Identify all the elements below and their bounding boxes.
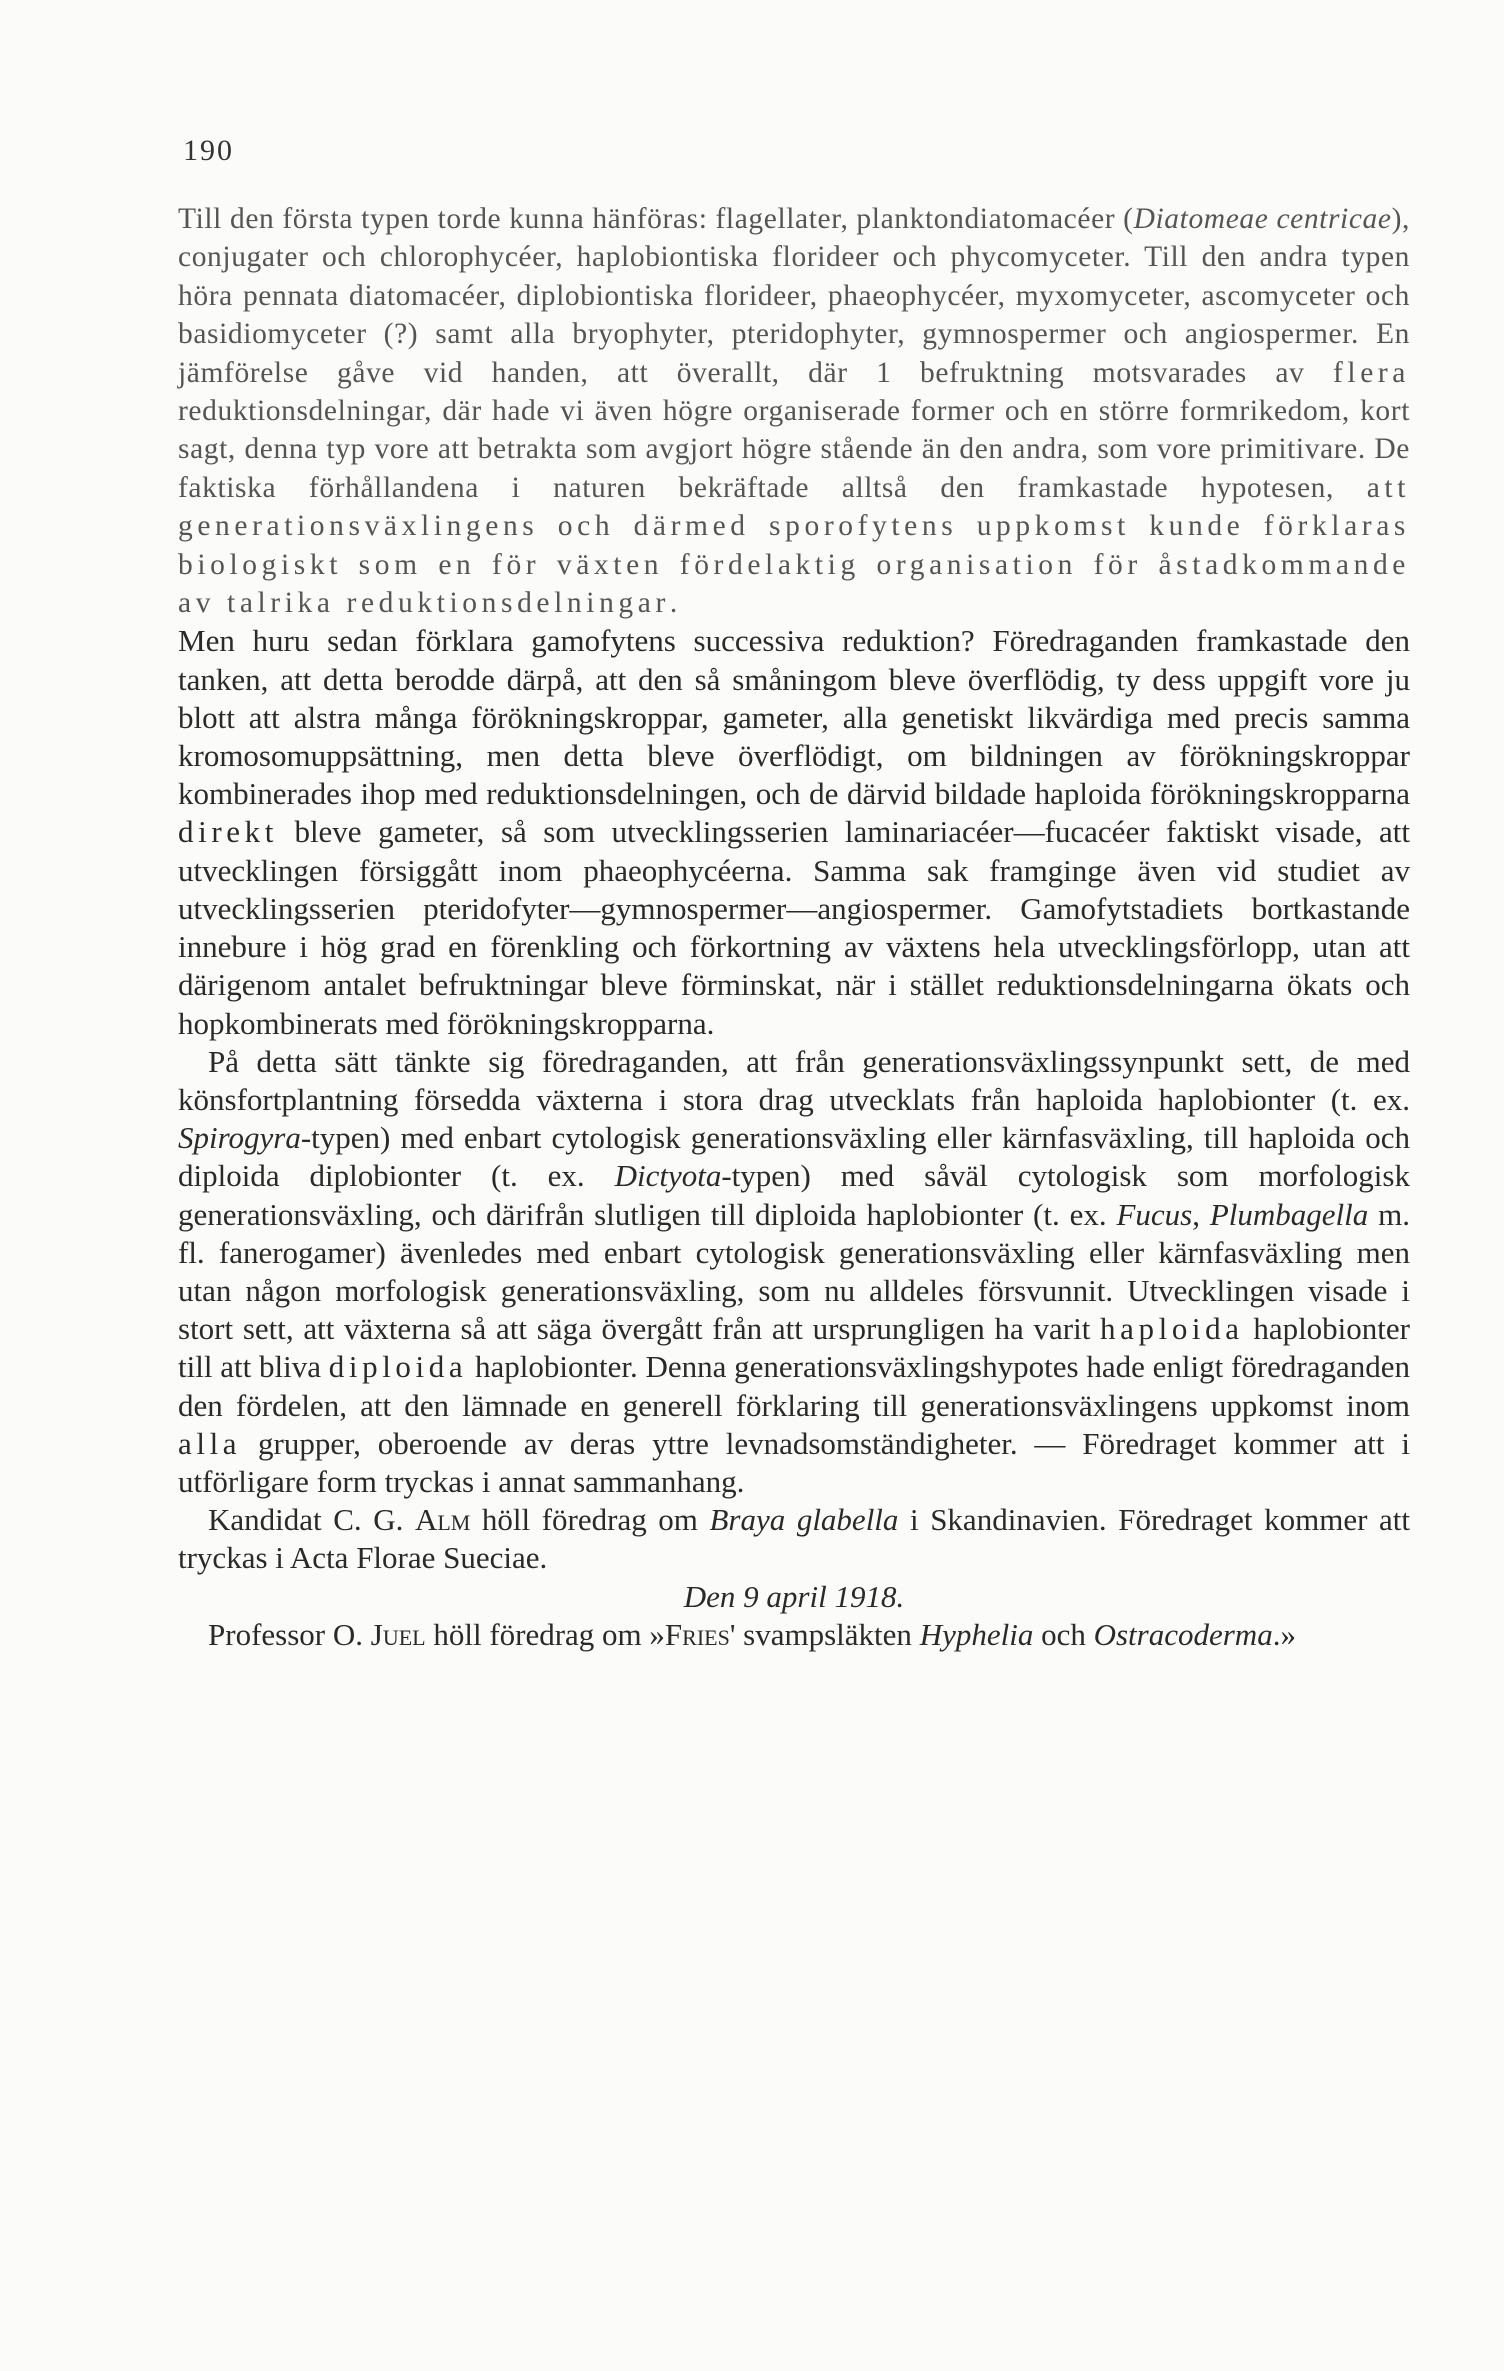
page-number: 190 bbox=[183, 134, 234, 167]
text-span: höll föredrag om » bbox=[425, 1616, 665, 1652]
author-name: Fries bbox=[664, 1616, 730, 1652]
paragraph-juel-lecture bbox=[178, 1616, 1410, 1654]
italic-taxon: Plumbagella bbox=[1209, 1196, 1369, 1232]
text-span: höll föredrag om bbox=[470, 1502, 710, 1538]
spaced-emphasis: flera bbox=[1332, 356, 1410, 389]
italic-taxon: Spirogyra bbox=[178, 1120, 301, 1156]
spaced-emphasis: att generationsväxlingens och därmed sporofytens uppkomst kunde förklaras biologiskt som en för växten fördelaktig organisation för åstadkommande av talrika reduktionsdelningar bbox=[178, 471, 1410, 620]
text-span: På detta sätt tänkte sig föredraganden, att från generationsväxlingssynpunkt sett, de med könsfortplantning försedda växterna i stora drag utvecklats från haploida haplobionter (t. ex. bbox=[178, 1043, 1410, 1117]
paragraph-alm-lecture bbox=[178, 1501, 1410, 1577]
text-span: Till den första typen torde kunna hänföras: flagellater, planktondiatomacéer ( bbox=[178, 203, 1134, 235]
text-span: reduktionsdelningar, där hade vi även högre organiserade former och en större formrikedom, kort sagt, denna typ vore att betrakta som avgjort högre stående än den andra, som vore primitivare. De faktiska förhållandena i naturen bekräftade alltså den framkastade hypotesen, bbox=[178, 395, 1410, 504]
paragraph-gamophyte-reduction bbox=[178, 622, 1410, 1042]
text-span: och bbox=[1033, 1616, 1094, 1652]
text-span: -typen) med enbart cytologisk generationsväxling eller kärnfasväxling, till haploida och diploida diplobionter (t. ex. bbox=[178, 1120, 1410, 1194]
paragraph-evolution-summary bbox=[178, 1043, 1410, 1501]
meeting-date: Den 9 april 1918. bbox=[683, 1578, 905, 1614]
spaced-emphasis: alla bbox=[178, 1425, 242, 1461]
text-span: ), conjugater och chlorophycéer, haplobiontiska florideer och phycomyceter. Till den andra typen höra pennata diatomacéer, diplobiontiska florideer, phaeophycéer, myxomyceter, ascomyceter och basidiomyceter (?) samt alla bryophyter, pteridophyter, gymnospermer och angiospermer. En jämförelse gåve vid handen, att överallt, där 1 befruktning motsvarades av bbox=[178, 203, 1410, 389]
text-span: .» bbox=[1272, 1616, 1296, 1652]
text-span: -typen) med såväl cytologisk som morfologisk generationsväxling, och därifrån slutligen till diploida haplobionter (t. ex. bbox=[178, 1158, 1410, 1232]
text-span: haplobionter. Denna generationsväxlingshypotes hade enligt föredraganden den fördelen, att den lämnade en generell förklaring till generationsväxlingens uppkomst inom bbox=[178, 1349, 1411, 1423]
text-span: bleve gameter, så som utvecklingsserien laminariacéer—fucacéer faktiskt visade, att utvecklingen försiggått inom phaeophycéerna. Samma sak framginge även vid studiet av utvecklingsserien pteridofyter—gymnospermer—angiospermer. Gamofytstadiets bortkastande innebure i hög grad en förenkling och förkortning av växtens hela utvecklingsförlopp, utan att därigenom antalet befruktningar bleve förminskat, när i stället reduktionsdelningarna ökats och hopkombinerats med förökningskropparna. bbox=[178, 814, 1410, 1041]
italic-taxon: Hyphelia bbox=[919, 1616, 1034, 1652]
italic-taxon: Fucus bbox=[1116, 1196, 1193, 1232]
body-text bbox=[178, 200, 1410, 1654]
text-span: , bbox=[1192, 1196, 1210, 1232]
text-span: haplobionter till att bliva bbox=[178, 1311, 1410, 1385]
italic-taxon: Braya glabella bbox=[709, 1502, 899, 1538]
text-span: Kandidat C. G. bbox=[208, 1502, 415, 1538]
text-span: grupper, oberoende av deras yttre levnadsomständigheter. — Föredraget kommer att i utförligare form tryckas i annat sammanhang. bbox=[178, 1425, 1410, 1499]
spaced-emphasis: direkt bbox=[178, 814, 278, 850]
spaced-emphasis: haploida bbox=[1100, 1311, 1244, 1347]
italic-taxon: Ostracoderma bbox=[1093, 1616, 1273, 1652]
author-name: Alm bbox=[414, 1502, 471, 1538]
spaced-emphasis: diploida bbox=[328, 1349, 468, 1385]
text-span: Men huru sedan förklara gamofytens successiva reduktion? Föredraganden framkastade den tanken, att detta berodde därpå, att den så småningom bleve överflödig, ty dess uppgift vore ju blott att alstra många förökningskroppar, gameter, alla genetiskt likvärdiga med precis samma kromosomuppsättning, men detta bleve överflödigt, om bildningen av förökningskroppar kombinerades ihop med reduktionsdelningen, och de därvid bildade haploida förökningskropparna bbox=[178, 623, 1410, 812]
italic-taxon: Dictyota bbox=[614, 1158, 722, 1194]
author-name: Juel bbox=[370, 1616, 426, 1652]
text-span: ' svampsläkten bbox=[729, 1616, 920, 1652]
italic-taxon: Diatomeae centricae bbox=[1133, 203, 1392, 235]
text-span: . bbox=[669, 587, 678, 620]
paragraph-generation-types bbox=[178, 200, 1410, 622]
text-span: m. fl. fanerogamer) ävenledes med enbart cytologisk generationsväxling eller kärnfasväxling men utan någon morfologisk generationsväxling, som nu alldeles försvunnit. Utvecklingen visade i stort sett, att växterna så att säga övergått från att ursprungligen ha varit bbox=[178, 1196, 1411, 1347]
text-span: i Skandinavien. Föredraget kommer att tryckas i Acta Florae Sueciae. bbox=[178, 1502, 1410, 1576]
text-span: Professor O. bbox=[208, 1616, 371, 1652]
